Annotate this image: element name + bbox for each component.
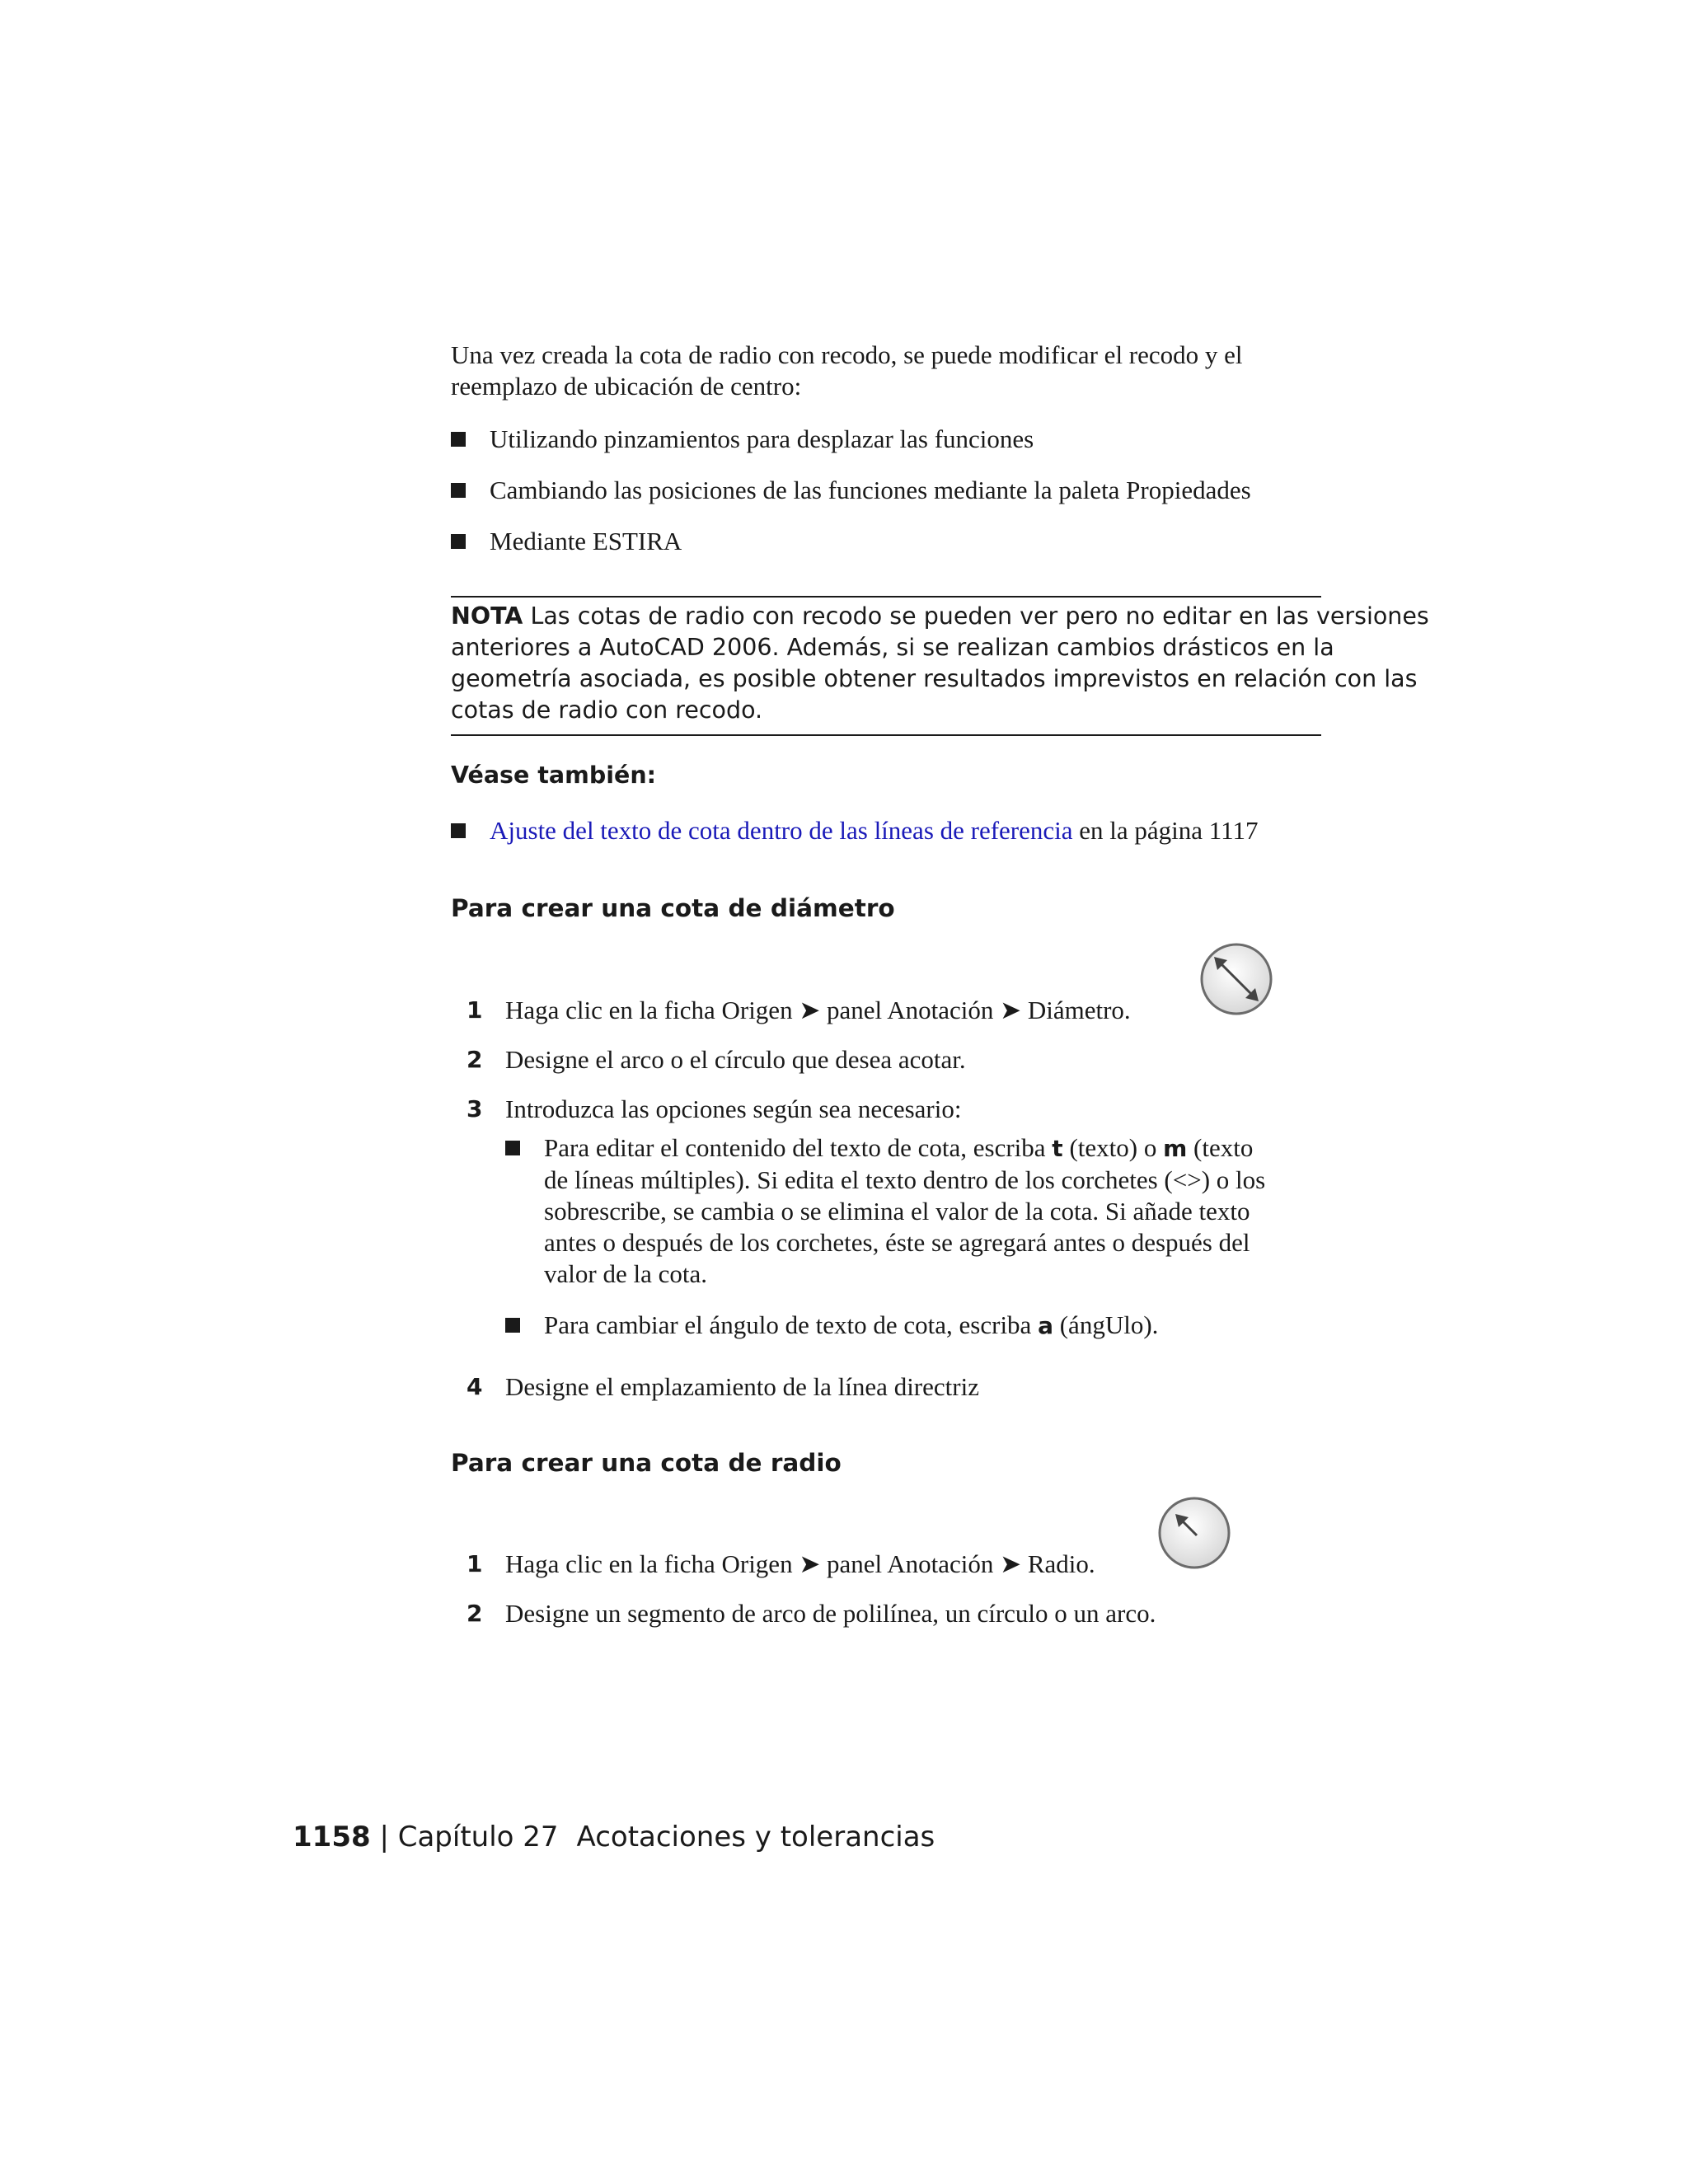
see-also-page-ref: en la página 1117 bbox=[1072, 816, 1259, 845]
note-line-1: Las cotas de radio con recodo se pueden ver pero no editar en las versiones bbox=[530, 602, 1429, 630]
note-line-2: anteriores a AutoCAD 2006. Además, si se realizan cambios drásticos en la bbox=[451, 634, 1334, 661]
note-line-3: geometría asociada, es posible obtener resultados imprevistos en relación con las bbox=[451, 665, 1418, 692]
bullet-square-icon bbox=[451, 823, 466, 838]
step-number: 3 bbox=[467, 1095, 483, 1122]
step-text: Introduzca las opciones según sea necesario: bbox=[505, 1094, 962, 1123]
option-text-line: valor de la cota. bbox=[544, 1259, 707, 1288]
note-block bbox=[451, 601, 1429, 726]
chapter-title: Acotaciones y tolerancias bbox=[576, 1821, 935, 1854]
note-line-4: cotas de radio con recodo. bbox=[451, 696, 763, 724]
option-text-segment: (texto bbox=[1187, 1133, 1254, 1162]
bullet-square-icon bbox=[451, 483, 466, 498]
option-key: m bbox=[1163, 1135, 1188, 1162]
option-text bbox=[544, 1310, 1335, 1342]
option-text-line: sobrescribe, se cambia o se elimina el valor de la cota. Si añade texto bbox=[544, 1197, 1250, 1226]
see-also-heading: Véase también: bbox=[451, 762, 657, 789]
option-text-line: de líneas múltiples). Si edita el texto dentro de los corchetes (<>) o los bbox=[544, 1165, 1266, 1194]
step-text: Designe el arco o el círculo que desea acotar. bbox=[505, 1045, 966, 1074]
option-key: t bbox=[1052, 1135, 1063, 1162]
see-also-item bbox=[490, 815, 1259, 846]
step-text: Haga clic en la ficha Origen ➤ panel Anotación ➤ Radio. bbox=[505, 1549, 1095, 1578]
step-number: 2 bbox=[467, 1600, 483, 1627]
option-text-segment: Para cambiar el ángulo de texto de cota, escriba bbox=[544, 1310, 1039, 1339]
diameter-dimension-icon bbox=[1199, 942, 1273, 1016]
radius-section-heading: Para crear una cota de radio bbox=[451, 1449, 842, 1477]
see-also-link[interactable]: Ajuste del texto de cota dentro de las líneas de referencia bbox=[490, 816, 1073, 845]
radius-dimension-icon bbox=[1157, 1496, 1231, 1570]
page-footer bbox=[293, 1819, 935, 1855]
step-number: 4 bbox=[467, 1373, 483, 1400]
note-top-rule bbox=[451, 596, 1321, 598]
diameter-section-heading: Para crear una cota de diámetro bbox=[451, 894, 895, 922]
intro-line-2: reemplazo de ubicación de centro: bbox=[451, 372, 802, 401]
intro-paragraph bbox=[451, 340, 1357, 402]
option-key: a bbox=[1038, 1312, 1053, 1339]
list-item-text: Cambiando las posiciones de las funciones mediante la paleta Propiedades bbox=[490, 476, 1251, 504]
option-text-segment: (texto) o bbox=[1062, 1133, 1164, 1162]
note-label: NOTA bbox=[451, 602, 523, 630]
option-text-segment: Para editar el contenido del texto de cota, escriba bbox=[544, 1133, 1053, 1162]
chapter-label: Capítulo 27 bbox=[397, 1821, 559, 1854]
step-text: Designe un segmento de arco de polilínea, un círculo o un arco. bbox=[505, 1599, 1156, 1628]
intro-line-1: Una vez creada la cota de radio con recodo, se puede modificar el recodo y el bbox=[451, 340, 1243, 369]
bullet-square-icon bbox=[451, 432, 466, 447]
list-item-text: Utilizando pinzamientos para desplazar las funciones bbox=[490, 424, 1034, 453]
note-bottom-rule bbox=[451, 734, 1321, 736]
option-text-line: antes o después de los corchetes, éste se agregará antes o después del bbox=[544, 1228, 1250, 1257]
page-number: 1158 bbox=[293, 1821, 371, 1854]
step-number: 2 bbox=[467, 1046, 483, 1073]
bullet-square-icon bbox=[505, 1141, 520, 1155]
step-text: Designe el emplazamiento de la línea directriz bbox=[505, 1372, 979, 1401]
step-text: Haga clic en la ficha Origen ➤ panel Anotación ➤ Diámetro. bbox=[505, 996, 1131, 1024]
footer-separator: | bbox=[370, 1821, 398, 1854]
bullet-square-icon bbox=[451, 534, 466, 549]
step-number: 1 bbox=[467, 996, 483, 1024]
option-text-segment: (ángUlo). bbox=[1053, 1310, 1159, 1339]
option-text bbox=[544, 1132, 1335, 1290]
list-item-text: Mediante ESTIRA bbox=[490, 527, 682, 555]
step-number: 1 bbox=[467, 1550, 483, 1577]
bullet-square-icon bbox=[505, 1318, 520, 1333]
